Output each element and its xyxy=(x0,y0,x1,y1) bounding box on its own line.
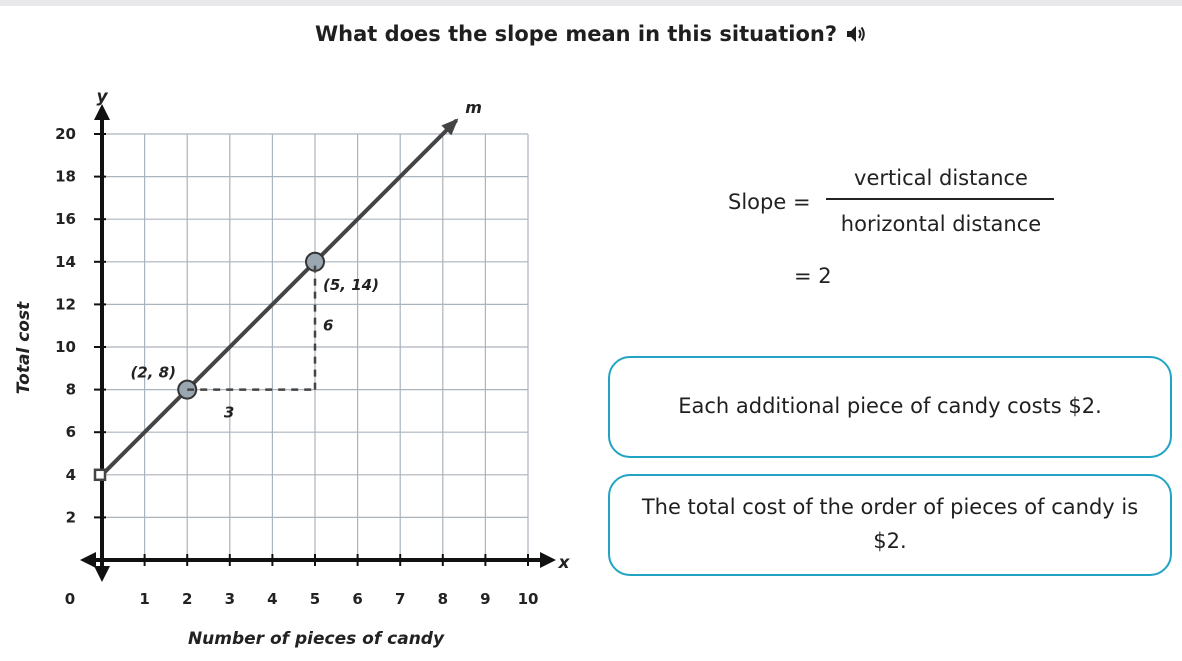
x-tick-label: 6 xyxy=(352,590,363,608)
x-axis-name: x xyxy=(558,553,570,573)
y-tick-label: 4 xyxy=(65,465,76,484)
x-tick-label: 10 xyxy=(517,590,539,608)
x-tick-label: 9 xyxy=(480,590,491,608)
chart-tick-labels xyxy=(55,125,538,608)
answer-choice-label: The total cost of the order of pieces of candy is $2. xyxy=(641,495,1139,553)
answer-choice-label: Each additional piece of candy costs $2. xyxy=(678,394,1102,419)
formula-result: = 2 xyxy=(794,264,832,288)
x-tick-label: 2 xyxy=(181,590,193,608)
question-text: What does the slope mean in this situation? xyxy=(314,22,838,46)
chart xyxy=(0,80,600,660)
rise-label: 6 xyxy=(323,316,334,335)
question-heading xyxy=(0,22,1182,49)
x-tick-label: 8 xyxy=(437,590,449,608)
x-tick-label: 0 xyxy=(64,590,76,608)
top-bar xyxy=(0,0,1182,6)
x-tick-label: 3 xyxy=(224,590,236,608)
y-axis-title: Total cost xyxy=(14,301,34,395)
x-tick-label: 1 xyxy=(139,590,150,608)
run-label: 3 xyxy=(223,403,235,422)
answer-choice-1[interactable] xyxy=(608,356,1172,458)
y-tick-label: 6 xyxy=(65,423,76,442)
y-tick-label: 12 xyxy=(55,295,76,314)
y-tick-label: 10 xyxy=(55,338,76,356)
y-tick-label: 2 xyxy=(65,508,76,527)
chart-line xyxy=(95,98,482,480)
point-label: (5, 14) xyxy=(323,275,379,294)
y-intercept-marker xyxy=(95,470,105,480)
line-name-label: m xyxy=(465,98,482,118)
y-tick-label: 20 xyxy=(55,125,76,143)
y-tick-label: 16 xyxy=(55,210,76,229)
x-axis-title: Number of pieces of candy xyxy=(187,629,445,649)
x-tick-label: 5 xyxy=(309,590,321,608)
slope-formula xyxy=(720,160,1080,300)
fraction-bar xyxy=(826,198,1054,200)
y-tick-label: 8 xyxy=(65,380,76,399)
line-m xyxy=(102,121,456,475)
formula-lhs: Slope = xyxy=(728,190,811,214)
formula-numerator: vertical distance xyxy=(854,166,1028,190)
x-tick-label: 4 xyxy=(267,590,278,608)
y-tick-label: 18 xyxy=(55,167,76,186)
y-axis-name: y xyxy=(96,87,108,107)
formula-denominator: horizontal distance xyxy=(840,212,1042,236)
point-label: (2, 8) xyxy=(130,363,176,382)
y-tick-label: 14 xyxy=(55,252,76,271)
speaker-icon[interactable] xyxy=(845,24,867,49)
answer-choice-2[interactable] xyxy=(608,474,1172,576)
x-tick-label: 7 xyxy=(394,590,406,608)
chart-annotations xyxy=(130,262,379,422)
